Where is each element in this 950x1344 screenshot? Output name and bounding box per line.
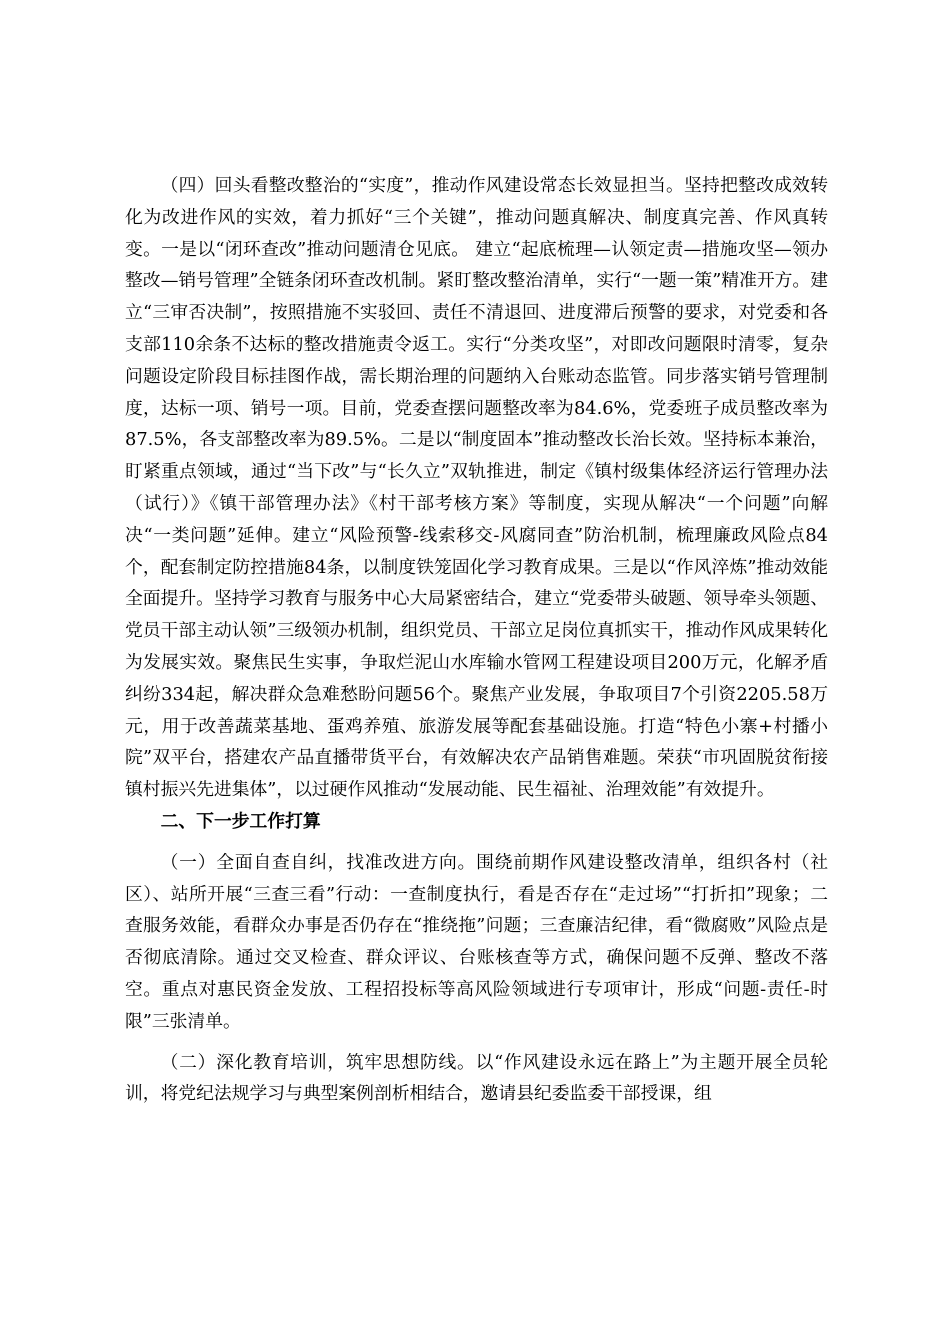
document-page <box>125 170 828 1110</box>
paragraph-rectification-practice: （四）回头看整改整治的“实度”，推动作风建设常态长效显担当。坚持把整改成效转化为改进作风的实效，着力抓好“三个关键”，推动问题真解决、制度真完善、作风真转变。一是以“闭环查改”推动问题清仓见底。 建立“起底梳理—认领定责—措施攻坚—领办整改—销号管理”全链条闭环查改机制。紧盯整改整治清单，实行“一题一策”精准开方。建立“三审否决制”，按照措施不实驳回、责任不清退回、进度滞后预警的要求，对党委和各支部110余条不达标的整改措施责令返工。实行“分类攻坚”，对即改问题限时清零，复杂问题设定阶段目标挂图作战，需长期治理的问题纳入台账动态监管。同步落实销号管理制度，达标一项、销号一项。目前，党委查摆问题整改率为84.6%，党委班子成员整改率为87.5%，各支部整改率为89.5%。二是以“制度固本”推动整改长治长效。坚持标本兼治，盯紧重点领域，通过“当下改”与“长久立”双轨推进，制定《镇村级集体经济运行管理办法（试行）》《镇干部管理办法》《村干部考核方案》等制度，实现从解决“一个问题”向解决“一类问题”延伸。建立“风险预警-线索移交-风腐同查”防治机制，梳理廉政风险点84个，配套制定防控措施84条，以制度铁笼固化学习教育成果。三是以“作风淬炼”推动效能全面提升。坚持学习教育与服务中心大局紧密结合，建立“党委带头破题、领导牵头领题、党员干部主动认领”三级领办机制，组织党员、干部立足岗位真抓实干，推动作风成果转化为发展实效。聚焦民生实事，争取烂泥山水库输水管网工程建设项目200万元，化解矛盾纠纷334起，解决群众急难愁盼问题56个。聚焦产业发展，争取项目7个引资2205.58万元，用于改善蔬菜基地、蛋鸡养殖、旅游发展等配套基础设施。打造“特色小寨+村播小院”双平台，搭建农产品直播带货平台，有效解决农产品销售难题。荣获“市巩固脱贫衔接镇村振兴先进集体”，以过硬作风推动“发展动能、民生福祉、治理效能”有效提升。 <box>125 175 828 801</box>
section-heading-next-steps: 二、下一步工作打算 <box>160 810 321 832</box>
paragraph-education-training: （二）深化教育培训，筑牢思想防线。以“作风建设永远在路上”为主题开展全员轮训，将党纪法规学习与典型案例剖析相结合，邀请县纪委监委干部授课，组 <box>125 1051 828 1105</box>
paragraph-self-inspection: （一）全面自查自纠，找准改进方向。围绕前期作风建设整改清单，组织各村（社区）、站所开展“三查三看”行动：一查制度执行，看是否存在“走过场”“打折扣”现象；二查服务效能，看群众办事是否仍存在“推绕拖”问题；三查廉洁纪律，看“微腐败”风险点是否彻底清除。通过交叉检查、群众评议、台账核查等方式，确保问题不反弹、整改不落空。重点对惠民资金发放、工程招投标等高风险领域进行专项审计，形成“问题-责任-时限”三张清单。 <box>125 851 828 1032</box>
